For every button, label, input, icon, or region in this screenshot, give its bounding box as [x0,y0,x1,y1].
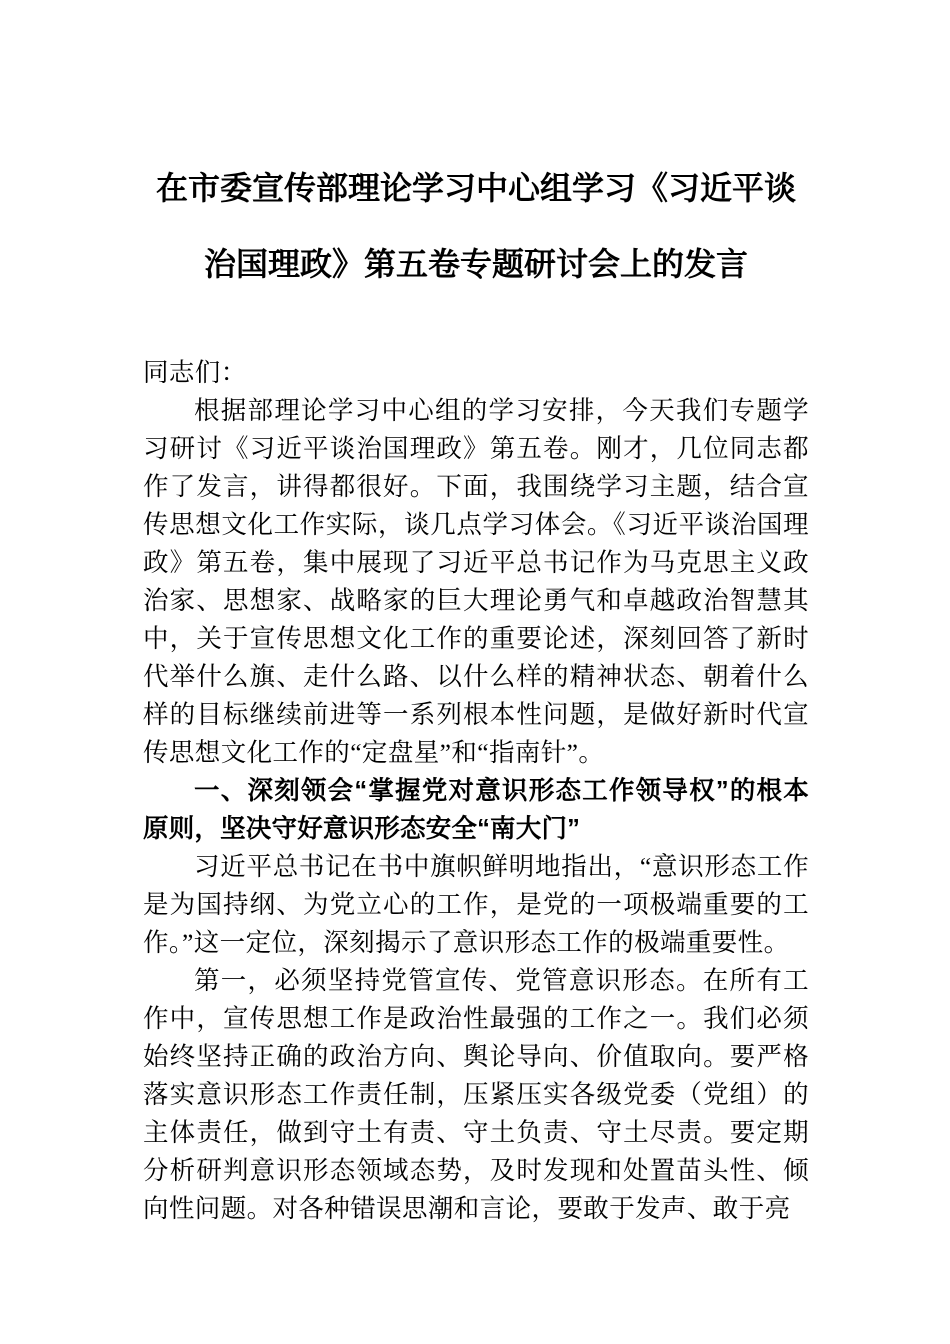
paragraph-point-one: 第一，必须坚持党管宣传、党管意识形态。在所有工作中，宣传思想工作是政治性最强的工作之一。我们必须始终坚持正确的政治方向、舆论导向、价值取向。要严格落实意识形态工作责任制，压紧压实各级党委（党组）的主体责任，做到守土有责、守土负责、守土尽责。要定期分析研判意识形态领域态势，及时发现和处置苗头性、倾向性问题。对各种错误思潮和言论，要敢于发声、敢于亮 [143,966,809,1223]
salutation: 同志们： [143,358,247,387]
paragraph-quote-positioning: 习近平总书记在书中旗帜鲜明地指出，“意识形态工作是为国持纲、为党立心的工作，是党的一项极端重要的工作。”这一定位，深刻揭示了意识形态工作的极端重要性。 [143,852,809,957]
page-title: 在市委宣传部理论学习中心组学习《习近平谈治国理政》第五卷专题研讨会上的发言 [155,170,796,282]
paragraph-opening: 根据部理论学习中心组的学习安排，今天我们专题学习研讨《习近平谈治国理政》第五卷。刚才，几位同志都作了发言，讲得都很好。下面，我围绕学习主题，结合宣传思想文化工作实际，谈几点学习体会。《习近平谈治国理政》第五卷，集中展现了习近平总书记作为马克思主义政治家、思想家、战略家的巨大理论勇气和卓越政治智慧其中，关于宣传思想文化工作的重要论述，深刻回答了新时代举什么旗、走什么路、以什么样的精神状态、朝着什么样的目标继续前进等一系列根本性问题，是做好新时代宣传思想文化工作的“定盘星”和“指南针”。 [143,396,809,767]
section-heading-one: 一、深刻领会“掌握党对意识形态工作领导权”的根本原则，坚决守好意识形态安全“南大门” [143,777,809,843]
document-body [143,0,809,1228]
